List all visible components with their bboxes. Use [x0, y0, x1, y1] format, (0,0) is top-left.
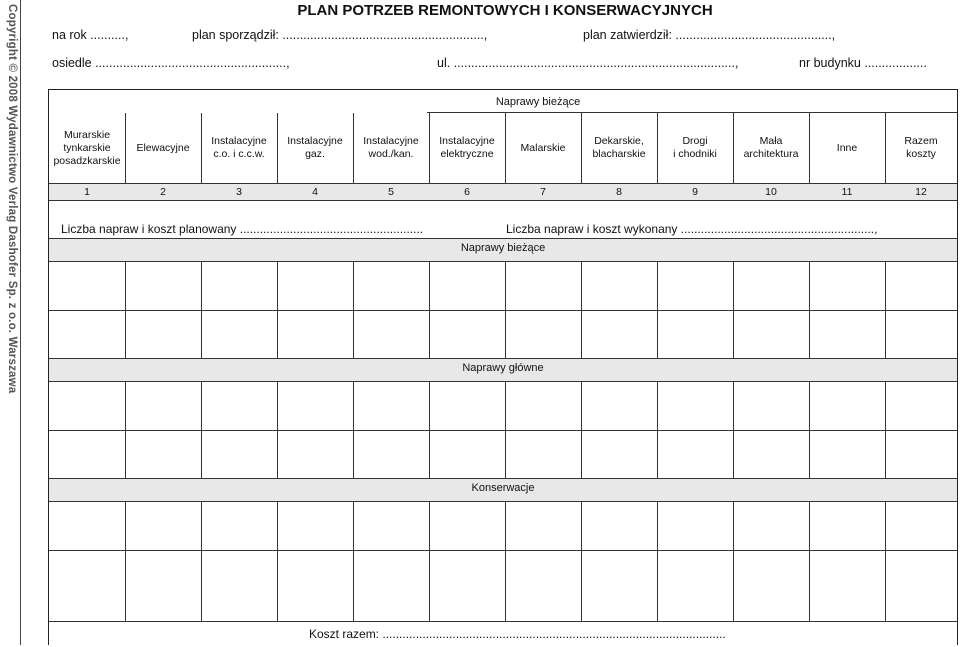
col-divider: [505, 113, 506, 183]
col-header: Razem koszty: [904, 135, 938, 160]
divider: [49, 200, 957, 201]
col-divider: [505, 501, 506, 621]
col-divider: [353, 261, 354, 358]
col-number: 5: [388, 186, 394, 198]
col-divider: [429, 261, 430, 358]
sidebar: [4, 0, 18, 645]
col-divider: [809, 113, 810, 183]
col-divider: [809, 381, 810, 478]
col-number: 10: [765, 186, 777, 198]
col-divider: [353, 113, 354, 183]
col-number: 2: [160, 186, 166, 198]
divider: [49, 358, 957, 359]
liczba-wykonany-field[interactable]: Liczba napraw i koszt wykonany ..........................................................,: [506, 222, 878, 236]
col-number: 3: [236, 186, 242, 198]
divider: [49, 261, 957, 262]
field-ul[interactable]: ul. .................................................................................,: [437, 56, 739, 70]
liczba-planowany-field[interactable]: Liczba napraw i koszt planowany .......................................................: [61, 222, 424, 236]
col-divider: [885, 261, 886, 358]
col-number: 8: [616, 186, 622, 198]
col-divider: [429, 381, 430, 478]
col-divider: [733, 113, 734, 183]
col-header: Drogi i chodniki: [673, 135, 717, 160]
col-header: Dekarskie, blacharskie: [592, 135, 646, 160]
divider: [49, 238, 957, 239]
col-divider: [809, 501, 810, 621]
col-divider: [353, 501, 354, 621]
col-divider: [125, 113, 126, 183]
col-header: Instalacyjne elektryczne: [439, 135, 495, 160]
col-divider: [581, 261, 582, 358]
col-divider: [885, 501, 886, 621]
divider: [49, 183, 957, 184]
col-divider: [125, 261, 126, 358]
col-divider: [885, 113, 886, 183]
divider: [49, 478, 957, 479]
col-divider: [277, 381, 278, 478]
col-divider: [277, 501, 278, 621]
col-divider: [809, 261, 810, 358]
col-header: Instalacyjne gaz.: [287, 135, 343, 160]
col-header: Instalacyjne c.o. i c.c.w.: [211, 135, 267, 160]
col-number: 6: [464, 186, 470, 198]
col-divider: [277, 261, 278, 358]
divider: [49, 501, 957, 502]
section-label-konserwacje: Konserwacje: [471, 482, 535, 494]
col-header: Inne: [836, 141, 858, 154]
col-number: 4: [312, 186, 318, 198]
col-divider: [733, 261, 734, 358]
col-divider: [885, 381, 886, 478]
divider: [49, 550, 957, 551]
col-divider: [733, 501, 734, 621]
col-header: Murarskie tynkarskie posadzkarskie: [53, 128, 121, 167]
field-nr-budynku[interactable]: nr budynku ..................: [799, 56, 927, 70]
col-divider: [657, 261, 658, 358]
col-divider: [125, 381, 126, 478]
col-header: Mała architektura: [743, 135, 799, 160]
sidebar-divider: [20, 0, 21, 645]
col-divider: [429, 113, 430, 183]
col-header: Malarskie: [520, 141, 566, 154]
col-header: Elewacyjne: [136, 141, 190, 154]
group-label-naprawy-biezace: Naprawy bieżące: [495, 96, 581, 108]
field-osiedle[interactable]: osiedle .......................................................,: [52, 56, 290, 70]
section-label-naprawy-biezace: Naprawy bieżące: [460, 242, 546, 254]
divider: [49, 310, 957, 311]
field-na-rok[interactable]: na rok ..........,: [52, 28, 129, 42]
divider: [49, 381, 957, 382]
col-divider: [201, 261, 202, 358]
col-divider: [581, 501, 582, 621]
field-plan-zatwierdzil[interactable]: plan zatwierdził: .............................................,: [583, 28, 836, 42]
col-divider: [201, 381, 202, 478]
col-number: 1: [84, 186, 90, 198]
col-divider: [353, 381, 354, 478]
col-divider: [429, 501, 430, 621]
copyright-text: Copyright © 2008 Wydawnictwo Verlag Dashofer Sp. z o.o. Warszawa: [6, 4, 18, 394]
col-header: Instalacyjne wod./kan.: [363, 135, 419, 160]
col-divider: [505, 381, 506, 478]
col-divider: [201, 113, 202, 183]
koszt-razem-field[interactable]: Koszt razem: .......................................................................................................: [309, 627, 726, 641]
col-divider: [733, 381, 734, 478]
col-divider: [505, 261, 506, 358]
field-plan-sporzadzil[interactable]: plan sporządził: ..........................................................,: [192, 28, 488, 42]
divider: [49, 430, 957, 431]
col-divider: [201, 501, 202, 621]
col-divider: [657, 381, 658, 478]
section-label-naprawy-glowne: Naprawy główne: [462, 362, 544, 374]
col-divider: [125, 501, 126, 621]
col-number: 12: [915, 186, 927, 198]
divider: [49, 621, 957, 622]
col-divider: [657, 501, 658, 621]
col-divider: [657, 113, 658, 183]
col-number: 9: [692, 186, 698, 198]
col-divider: [581, 381, 582, 478]
col-number: 11: [841, 186, 853, 198]
plan-table: [48, 89, 958, 645]
col-divider: [581, 113, 582, 183]
page-title: PLAN POTRZEB REMONTOWYCH I KONSERWACYJNYCH: [297, 2, 713, 19]
col-number: 7: [540, 186, 546, 198]
col-divider: [277, 113, 278, 183]
